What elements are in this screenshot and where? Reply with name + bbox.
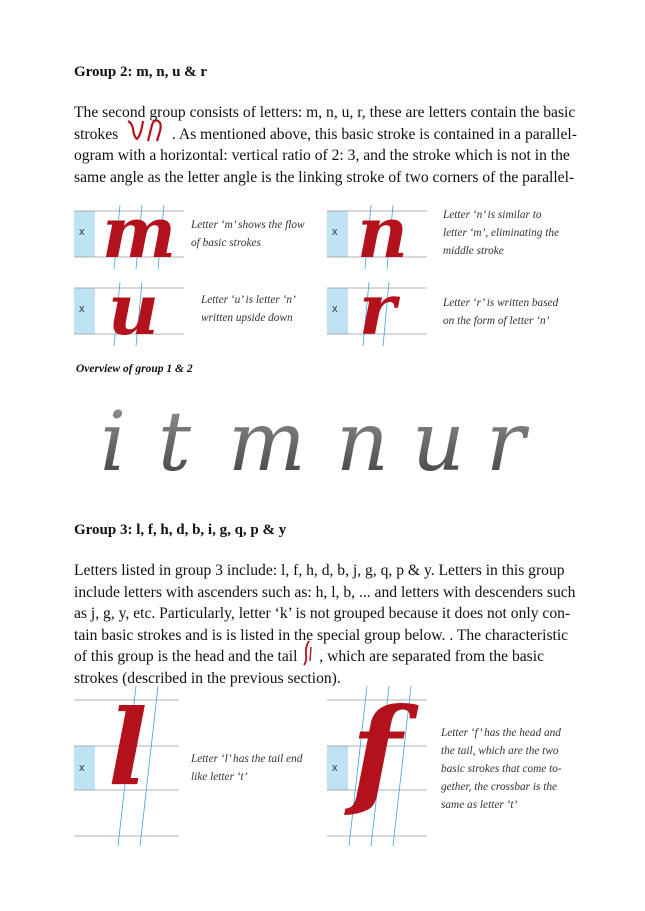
group3-line-1: Letters listed in group 3 include: l, f, h, d, b, j, g, q, p & y. Letters in this group <box>74 562 565 579</box>
letter-r-glyph: r <box>359 268 396 351</box>
group3-line-2: include letters with ascenders such as: h, l, b, ... and letters with descenders such <box>74 583 576 601</box>
group3-line-5a: of this group is the head and the tail <box>74 648 298 666</box>
figure-m <box>74 191 184 274</box>
letter-l-glyph: l <box>108 686 148 809</box>
caption-r: Letter ‘r’ is written based on the form of letter ‘n’ <box>443 297 559 327</box>
figure-n <box>327 191 427 274</box>
x-height-label: x <box>79 226 85 238</box>
letter-n-glyph: n <box>357 191 408 274</box>
x-height-label: x <box>79 762 85 774</box>
figure-r <box>327 268 427 351</box>
head-tail-glyph <box>301 647 315 661</box>
group3-heading: Group 3: l, f, h, d, b, i, g, q, p & y <box>74 522 287 538</box>
caption-n: Letter ‘n’ is similar to letter ‘m’, eliminating the middle stroke <box>443 209 560 257</box>
caption-m: Letter ‘m’ shows the flow of basic strokes <box>191 219 305 249</box>
letter-u-glyph: u <box>108 268 159 351</box>
figure-u <box>74 268 184 351</box>
letter-m-glyph: m <box>102 191 177 274</box>
overview-letter-i: i <box>100 395 127 490</box>
overview-letter-t: t <box>158 395 191 490</box>
group2-line-1: The second group consists of letters: m, n, u, r, these are letters contain the basic <box>74 104 576 121</box>
group3-line-6: strokes (described in the previous section). <box>74 669 341 687</box>
overview-title: Overview of group 1 & 2 <box>76 363 193 375</box>
overview-letters <box>100 390 570 490</box>
x-height-label: x <box>79 303 85 315</box>
caption-f: Letter ‘f’ has the head and the tail, which are the two basic strokes that come to- gether, the crossbar is the same as letter ‘t’ <box>441 727 562 811</box>
group2-line-3: ogram with a horizontal: vertical ratio of 2: 3, and the stroke which is not in the <box>74 147 570 165</box>
basic-stroke-glyph <box>122 125 168 139</box>
overview-letter-m: m <box>228 395 306 490</box>
figure-l <box>74 686 184 846</box>
group2-line-2b: . As mentioned above, this basic stroke is contained in a parallel- <box>172 125 577 143</box>
group2-line-4: same angle as the letter angle is the linking stroke of two corners of the parallel- <box>74 168 575 186</box>
overview-letter-n: n <box>336 395 389 490</box>
group3-line-3: as j, g, y, etc. Particularly, letter ‘k’ is not grouped because it does not only con- <box>74 605 571 623</box>
group3-paragraph <box>74 560 576 690</box>
group3-line-5b: , which are separated from the basic <box>319 648 544 666</box>
caption-u: Letter ‘u’ is letter ‘n’ written upside down <box>201 294 296 324</box>
overview-letter-u: u <box>412 395 465 490</box>
figure-f <box>327 682 432 846</box>
group3-line-4: tain basic strokes and is is listed in the special group below. . The characteristic <box>74 626 569 644</box>
overview-letter-r: r <box>486 395 526 490</box>
group2-line-2a: strokes <box>74 125 119 143</box>
x-height-label: x <box>332 226 338 238</box>
group2-paragraph <box>74 102 577 188</box>
x-height-label: x <box>332 303 338 315</box>
caption-l: Letter ‘l’ has the tail end like letter ‘t’ <box>191 753 303 783</box>
letter-f-glyph: f <box>351 682 402 821</box>
group2-heading: Group 2: m, n, u & r <box>74 64 208 80</box>
x-height-label: x <box>332 762 338 774</box>
